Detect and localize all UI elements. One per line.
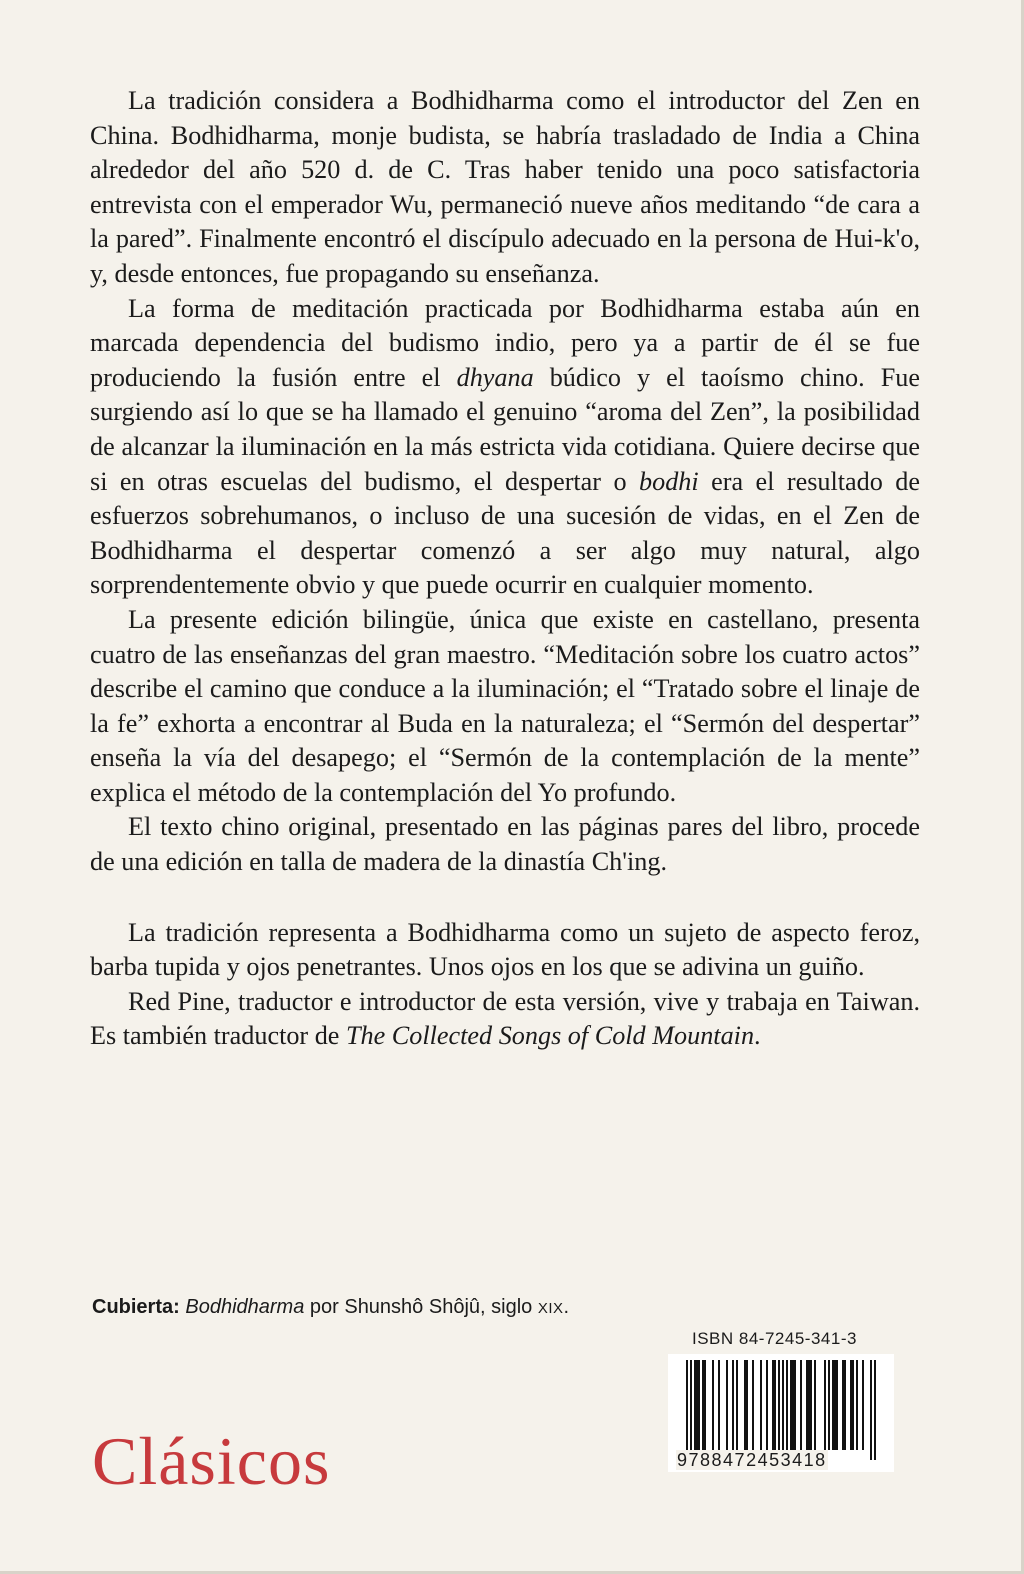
section-gap (90, 880, 920, 916)
barcode-bar (832, 1360, 834, 1450)
paragraph-edition: La presente edición bilingüe, única que existe en castellano, presenta cuatro de las enseñanzas del gran maestro. “Meditación sobre los cuatro actos” describe el camino que conduce a la iluminación; el “Tratado sobre el linaje de la fe” exhorta a encontrar al Buda en la naturaleza; el “Sermón del despertar” enseña la vía del desapego; el “Sermón de la contemplación de la mente” explica el método de la contemplación del Yo profundo. (90, 604, 920, 807)
barcode-bar (712, 1360, 714, 1450)
series-logo: Clásicos (92, 1423, 331, 1499)
paragraph-portrait: La tradición representa a Bodhidharma como un sujeto de aspecto feroz, barba tupida y ojos penetrantes. Unos ojos en los que se adivina un guiño. (90, 917, 920, 982)
barcode-bar (732, 1360, 734, 1450)
barcode-bar (786, 1360, 788, 1450)
barcode-bar (852, 1360, 854, 1450)
barcode-bar (774, 1360, 776, 1450)
paragraph-chinese-text: El texto chino original, presentado en las páginas pares del libro, procede de una edición en talla de madera de la dinastía Ch'ing. (90, 812, 920, 877)
barcode-bar (746, 1360, 748, 1450)
barcode-bar (778, 1360, 780, 1460)
barcode-bar (856, 1360, 858, 1450)
barcode-bar (800, 1360, 802, 1450)
barcode-bar (696, 1360, 698, 1450)
barcode-bar (766, 1360, 768, 1450)
barcode-bar (806, 1360, 808, 1450)
barcode-bar (862, 1360, 864, 1450)
barcode-bar (718, 1360, 720, 1450)
barcode-bar (686, 1360, 688, 1460)
barcode-bar (874, 1360, 876, 1460)
paragraph-meditation: La forma de meditación practicada por Bodhidharma estaba aún en marcada dependencia del budismo indio, pero ya a partir de él se fue produciendo la fusión entre el dhyana búdico y el taoísmo chino. Fue surgiendo así lo que se ha llamado el genuino “aroma del Zen”, la posibilidad de alcanzar la iluminación en la más estricta vida cotidiana. Quiere decirse que si en otras escuelas del budismo, el despertar o bodhi era el resultado de esfuerzos sobrehumanos, o incluso de una sucesión de vidas, en el Zen de Bodhidharma el despertar comenzó a ser algo muy natural, algo sorprendentemente obvio y que puede ocurrir en cualquier momento. (90, 293, 921, 600)
paragraph-intro: La tradición considera a Bodhidharma como el introductor del Zen en China. Bodhidharma, monje budista, se habría trasladado de India a China alrededor del año 520 d. de C. Tras haber tenido una poco satisfactoria entrevista con el emperador Wu, permaneció nueve años meditando “de cara a la pared”. Finalmente encontró el discípulo adecuado en la persona de Hui-k'o, y, desde entonces, fue propagando su enseñanza. (90, 86, 920, 288)
barcode-bar (824, 1360, 826, 1450)
isbn-label: ISBN 84-7245-341-3 (692, 1329, 857, 1348)
cover-credit: Cubierta: Bodhidharma por Shunshô Shôjû, siglo XIX. (92, 1296, 570, 1318)
barcode-bar (694, 1360, 696, 1450)
blurb-text (90, 84, 920, 1054)
barcode-bar (704, 1360, 706, 1450)
barcode-bar (842, 1360, 844, 1450)
barcode-bar (702, 1360, 704, 1450)
barcode-bar (752, 1360, 754, 1450)
barcode-bar (792, 1360, 794, 1450)
barcode-bar (782, 1360, 784, 1460)
barcode-bar (814, 1360, 816, 1450)
barcode-bar (828, 1360, 830, 1450)
barcode-bar (836, 1360, 838, 1450)
barcode-bar (834, 1360, 836, 1450)
barcode-bar (698, 1360, 700, 1450)
barcode-bar (744, 1360, 746, 1450)
barcode-bar (870, 1360, 872, 1460)
barcode-bar (844, 1360, 846, 1450)
barcode-bar (736, 1360, 738, 1450)
barcode-bar (810, 1360, 812, 1450)
barcode-number: 9788472453418 (677, 1450, 827, 1470)
barcode-bar (790, 1360, 792, 1450)
barcode-bar (760, 1360, 762, 1450)
barcode-bar (772, 1360, 774, 1450)
barcode-bar (726, 1360, 728, 1450)
barcode-bar (690, 1360, 692, 1460)
paragraph-translator: Red Pine, traductor e introductor de esta versión, vive y trabaja en Taiwan. Es también traductor de The Collected Songs of Cold Mountain. (90, 986, 920, 1051)
barcode-bar (794, 1360, 796, 1450)
barcode-bar (850, 1360, 852, 1450)
barcode-bar (808, 1360, 810, 1450)
